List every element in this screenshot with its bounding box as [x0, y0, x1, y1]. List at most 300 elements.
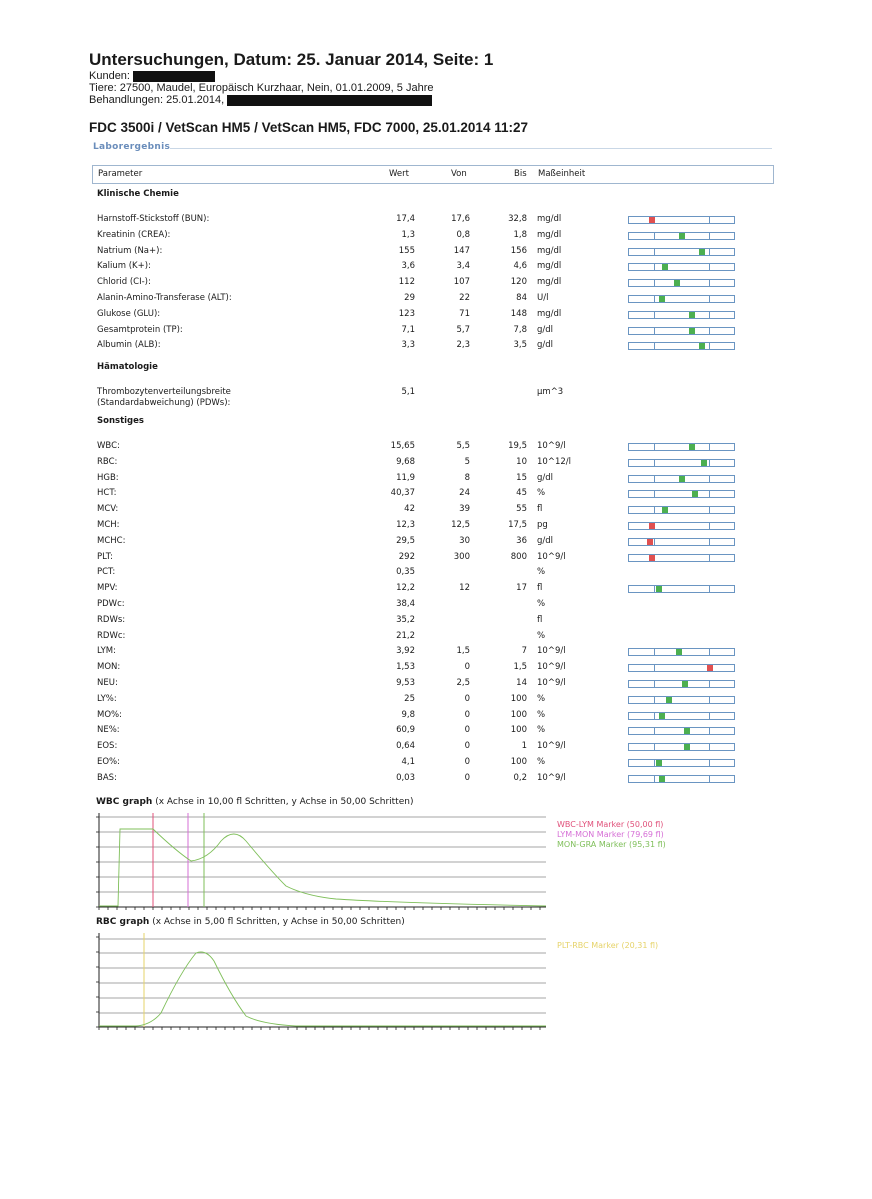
unit: mg/dl	[537, 245, 562, 256]
range-bar-divider	[654, 249, 655, 255]
value-marker	[707, 665, 713, 671]
range-von: 5,7	[456, 324, 470, 335]
value-wert: 42	[404, 504, 415, 515]
range-bar-divider	[709, 233, 710, 239]
value-marker	[649, 523, 655, 529]
param-name: Harnstoff-Stickstoff (BUN):	[97, 214, 210, 224]
unit: mg/dl	[537, 229, 562, 240]
range-bar	[628, 506, 735, 514]
range-von: 8	[464, 472, 470, 483]
table-row	[0, 614, 872, 629]
unit: %	[537, 693, 546, 704]
range-von: 0	[464, 662, 470, 673]
range-bar	[628, 248, 735, 256]
value-wert: 1,3	[401, 229, 415, 240]
unit: 10^9/l	[537, 646, 566, 657]
range-bis: 0,2	[513, 772, 527, 783]
range-von: 71	[459, 308, 470, 319]
value-marker	[662, 264, 668, 270]
rbc-graph-title: RBC graph	[96, 917, 150, 927]
range-von: 24	[459, 488, 470, 499]
param-name: PCT:	[97, 567, 116, 578]
unit: 10^9/l	[537, 441, 566, 451]
legend-plt-rbc: PLT-RBC Marker (20,31 fl)	[557, 941, 659, 950]
rbc-graph-legend	[557, 941, 658, 951]
range-bar-divider	[654, 280, 655, 286]
param-name: Natrium (Na+):	[97, 245, 163, 256]
range-bar-divider	[654, 776, 655, 782]
table-row	[0, 339, 872, 354]
range-bar-divider	[654, 539, 655, 545]
param-name: NE%:	[97, 725, 120, 736]
table-row	[0, 440, 872, 455]
table-row	[0, 740, 872, 755]
param-name: RBC:	[97, 456, 118, 467]
param-name: Alanin-Amino-Transferase (ALT):	[97, 293, 232, 303]
value-wert: 3,6	[401, 261, 415, 272]
value-wert: 123	[398, 308, 415, 319]
value-marker	[649, 217, 655, 223]
range-bar	[628, 327, 735, 335]
value-wert: 3,92	[396, 646, 415, 657]
range-bar	[628, 311, 735, 319]
table-row	[0, 535, 872, 550]
range-bar-divider	[654, 744, 655, 750]
value-wert: 29,5	[396, 535, 415, 546]
range-bar-divider	[709, 328, 710, 334]
col-von: Von	[451, 169, 467, 179]
unit: %	[537, 488, 546, 499]
unit: mg/dl	[537, 277, 562, 288]
value-marker	[656, 586, 662, 592]
range-bar	[628, 522, 735, 530]
range-bar-divider	[709, 444, 710, 450]
value-marker	[647, 539, 653, 545]
legend-wbc-lym: WBC-LYM Marker (50,00 fl)	[557, 820, 664, 829]
value-marker	[689, 444, 695, 450]
range-von: 2,5	[456, 678, 470, 688]
wbc-graph-heading	[96, 797, 413, 807]
unit: fl	[537, 504, 543, 515]
range-bar	[628, 648, 735, 656]
param-name: WBC:	[97, 441, 120, 451]
value-marker	[656, 760, 662, 766]
value-wert: 25	[404, 693, 415, 704]
range-bar-divider	[709, 713, 710, 719]
range-bis: 100	[510, 709, 527, 720]
range-bis: 3,5	[513, 340, 527, 351]
range-bar-divider	[654, 444, 655, 450]
value-marker	[689, 312, 695, 318]
param-name: MCHC:	[97, 535, 126, 546]
range-bar-divider	[654, 491, 655, 497]
value-marker	[649, 555, 655, 561]
param-name: EO%:	[97, 757, 121, 767]
unit: %	[537, 567, 546, 578]
table-row	[0, 693, 872, 708]
range-von: 2,3	[456, 340, 470, 351]
range-von: 147	[453, 245, 470, 256]
table-row	[0, 245, 872, 260]
wbc-graph	[96, 811, 546, 911]
table-row	[0, 276, 872, 291]
range-bar-divider	[709, 728, 710, 734]
value-marker	[689, 328, 695, 334]
treatments-line	[89, 94, 789, 106]
param-name: MCH:	[97, 520, 120, 530]
table-row	[0, 756, 872, 771]
section-title: Klinische Chemie	[97, 189, 179, 199]
table-row	[0, 229, 872, 244]
value-marker	[699, 249, 705, 255]
range-bar	[628, 585, 735, 593]
redaction-bar	[133, 71, 215, 82]
range-von: 0	[464, 741, 470, 752]
table-row	[0, 308, 872, 323]
param-name: MPV:	[97, 583, 118, 594]
report-title: Untersuchungen, Datum: 25. Januar 2014, Seite: 1	[89, 50, 494, 69]
unit: pg	[537, 520, 548, 530]
range-bar-divider	[709, 744, 710, 750]
range-von: 3,4	[456, 261, 470, 272]
range-bar-divider	[709, 649, 710, 655]
unit: 10^9/l	[537, 678, 566, 688]
treatments-label: Behandlungen: 25.01.2014,	[89, 94, 225, 106]
table-row	[0, 630, 872, 645]
range-von: 0	[464, 709, 470, 720]
value-wert: 12,3	[396, 520, 415, 530]
param-name: NEU:	[97, 678, 118, 688]
range-bar-divider	[654, 728, 655, 734]
param-name: Albumin (ALB):	[97, 340, 161, 351]
range-bar	[628, 279, 735, 287]
value-wert: 5,1	[401, 387, 415, 397]
table-row	[0, 661, 872, 676]
range-von: 17,6	[451, 214, 470, 224]
value-marker	[659, 713, 665, 719]
table-row	[0, 456, 872, 471]
value-wert: 7,1	[401, 324, 415, 335]
param-name: RDWc:	[97, 630, 126, 641]
range-bar-divider	[654, 697, 655, 703]
value-wert: 60,9	[396, 725, 415, 736]
range-von: 0	[464, 725, 470, 736]
param-name: MON:	[97, 662, 121, 673]
unit: %	[537, 709, 546, 720]
table-row	[0, 292, 872, 307]
range-bar-divider	[654, 296, 655, 302]
unit: 10^12/l	[537, 456, 571, 467]
value-wert: 0,64	[396, 741, 415, 752]
range-von: 30	[459, 535, 470, 546]
value-marker	[679, 233, 685, 239]
unit: g/dl	[537, 340, 554, 351]
rbc-histogram-curve	[99, 952, 546, 1026]
range-bar-divider	[709, 476, 710, 482]
value-marker	[701, 460, 707, 466]
param-name: BAS:	[97, 772, 117, 783]
range-bar-divider	[709, 460, 710, 466]
range-bar-divider	[709, 507, 710, 513]
unit: µm^3	[537, 387, 564, 397]
value-wert: 292	[398, 551, 415, 562]
value-marker	[662, 507, 668, 513]
range-bis: 4,6	[513, 261, 527, 272]
range-bar	[628, 490, 735, 498]
table-row	[0, 645, 872, 660]
range-bar	[628, 232, 735, 240]
range-von: 5	[464, 456, 470, 467]
range-bar-divider	[654, 328, 655, 334]
rbc-graph-heading	[96, 917, 405, 927]
param-name: Kreatinin (CREA):	[97, 229, 171, 240]
range-bis: 15	[516, 472, 527, 483]
param-name: PLT:	[97, 551, 113, 562]
range-bis: 84	[516, 293, 527, 303]
param-name: EOS:	[97, 741, 118, 752]
range-bar-divider	[654, 343, 655, 349]
value-wert: 155	[398, 245, 415, 256]
range-bar-divider	[709, 280, 710, 286]
range-bar-divider	[654, 681, 655, 687]
range-von: 300	[453, 551, 470, 562]
table-row	[0, 582, 872, 597]
value-marker	[684, 728, 690, 734]
table-row	[0, 566, 872, 581]
param-name: HGB:	[97, 472, 119, 483]
legend-mon-gra: MON-GRA Marker (95,31 fl)	[557, 840, 666, 849]
range-bar	[628, 342, 735, 350]
range-bar	[628, 538, 735, 546]
range-bar-divider	[709, 776, 710, 782]
value-wert: 15,65	[390, 441, 415, 451]
value-marker	[699, 343, 705, 349]
range-von: 12,5	[451, 520, 470, 530]
table-header	[92, 165, 774, 184]
range-bis: 14	[516, 678, 527, 688]
range-bar-divider	[654, 713, 655, 719]
redaction-bar	[227, 95, 432, 106]
range-bar	[628, 727, 735, 735]
range-bis: 17,5	[508, 520, 527, 530]
section-title: Sonstiges	[97, 416, 144, 426]
col-parameter: Parameter	[98, 169, 143, 179]
range-bar-divider	[709, 586, 710, 592]
table-row	[0, 709, 872, 724]
param-name: LYM:	[97, 646, 116, 657]
range-bis: 7,8	[513, 324, 527, 335]
unit: g/dl	[537, 324, 554, 335]
range-von: 22	[459, 293, 470, 303]
col-unit: Maßeinheit	[538, 169, 586, 179]
report-header	[89, 50, 789, 106]
range-bis: 10	[516, 456, 527, 467]
range-bar	[628, 664, 735, 672]
range-bis: 45	[516, 488, 527, 499]
table-row	[0, 487, 872, 502]
range-bar-divider	[654, 586, 655, 592]
range-bar-divider	[709, 343, 710, 349]
table-row	[0, 386, 872, 408]
range-bar-divider	[709, 296, 710, 302]
table-row	[0, 324, 872, 339]
device-title: FDC 3500i / VetScan HM5 / VetScan HM5, FDC 7000, 25.01.2014 11:27	[89, 120, 528, 135]
range-bar	[628, 554, 735, 562]
wbc-graph-title: WBC graph	[96, 797, 153, 807]
unit: g/dl	[537, 535, 554, 546]
range-bar-divider	[709, 760, 710, 766]
table-row	[0, 677, 872, 692]
range-bar-divider	[654, 460, 655, 466]
param-name: PDWc:	[97, 599, 125, 609]
unit: 10^9/l	[537, 741, 566, 752]
value-wert: 0,03	[396, 772, 415, 783]
value-wert: 11,9	[396, 472, 415, 483]
range-bis: 120	[510, 277, 527, 288]
range-bar	[628, 443, 735, 451]
value-marker	[676, 649, 682, 655]
unit: mg/dl	[537, 261, 562, 272]
range-von: 107	[453, 277, 470, 288]
customer-label: Kunden:	[89, 70, 130, 82]
param-name: Gesamtprotein (TP):	[97, 324, 183, 335]
range-bis: 17	[516, 583, 527, 594]
range-bar-divider	[709, 491, 710, 497]
range-bar-divider	[709, 264, 710, 270]
value-wert: 4,1	[401, 757, 415, 767]
unit: U/l	[537, 293, 549, 303]
param-name: MCV:	[97, 504, 119, 515]
range-bar-divider	[709, 217, 710, 223]
range-bis: 55	[516, 504, 527, 515]
range-bis: 148	[510, 308, 527, 319]
rbc-graph-subtitle: (x Achse in 5,00 fl Schritten, y Achse in 50,00 Schritten)	[152, 917, 405, 927]
range-bar-divider	[709, 681, 710, 687]
range-bar	[628, 712, 735, 720]
range-bar-divider	[654, 476, 655, 482]
value-wert: 29	[404, 293, 415, 303]
range-bis: 800	[510, 551, 527, 562]
table-row	[0, 472, 872, 487]
value-marker	[682, 681, 688, 687]
value-wert: 21,2	[396, 630, 415, 641]
value-marker	[679, 476, 685, 482]
value-wert: 0,35	[396, 567, 415, 578]
range-bar	[628, 696, 735, 704]
value-marker	[666, 697, 672, 703]
rbc-graph	[96, 931, 546, 1031]
range-bis: 156	[510, 245, 527, 256]
param-name: MO%:	[97, 709, 122, 720]
range-von: 0	[464, 693, 470, 704]
range-bar-divider	[709, 555, 710, 561]
table-row	[0, 772, 872, 787]
unit: %	[537, 725, 546, 736]
value-marker	[692, 491, 698, 497]
range-bar	[628, 759, 735, 767]
value-marker	[684, 744, 690, 750]
range-bis: 1	[521, 741, 527, 752]
param-name: LY%:	[97, 693, 117, 704]
value-wert: 9,68	[396, 456, 415, 467]
unit: fl	[537, 614, 543, 625]
section-title: Hämatologie	[97, 362, 158, 372]
range-bar-divider	[654, 665, 655, 671]
param-name: Kalium (K+):	[97, 261, 151, 272]
value-wert: 3,3	[401, 340, 415, 351]
wbc-histogram-curve	[99, 829, 546, 906]
range-bar-divider	[709, 697, 710, 703]
value-marker	[674, 280, 680, 286]
range-bar	[628, 743, 735, 751]
divider	[170, 148, 772, 149]
unit: %	[537, 630, 546, 641]
table-row	[0, 551, 872, 566]
section-label: Laborergebnis	[93, 142, 171, 152]
value-wert: 35,2	[396, 614, 415, 625]
wbc-graph-legend	[557, 820, 666, 850]
range-bar-divider	[709, 523, 710, 529]
unit: mg/dl	[537, 214, 562, 224]
range-von: 5,5	[456, 441, 470, 451]
range-bar	[628, 775, 735, 783]
wbc-graph-subtitle: (x Achse in 10,00 fl Schritten, y Achse in 50,00 Schritten)	[155, 797, 414, 807]
range-bis: 19,5	[508, 441, 527, 451]
value-marker	[659, 776, 665, 782]
param-name: Chlorid (CI-):	[97, 277, 151, 288]
range-bis: 100	[510, 725, 527, 736]
unit: 10^9/l	[537, 662, 566, 673]
unit: %	[537, 757, 546, 767]
param-name: HCT:	[97, 488, 117, 499]
range-bis: 32,8	[508, 214, 527, 224]
range-bis: 7	[521, 646, 527, 657]
value-wert: 1,53	[396, 662, 415, 673]
animals-line: Tiere: 27500, Maudel, Europäisch Kurzhaar, Nein, 01.01.2009, 5 Jahre	[89, 82, 434, 94]
range-bar-divider	[654, 233, 655, 239]
table-row	[0, 260, 872, 275]
range-bar-divider	[654, 649, 655, 655]
range-von: 0	[464, 772, 470, 783]
range-bar	[628, 263, 735, 271]
value-wert: 112	[398, 277, 415, 288]
col-bis: Bis	[514, 169, 527, 179]
unit: fl	[537, 583, 543, 594]
table-row	[0, 503, 872, 518]
range-bis: 1,5	[513, 662, 527, 673]
range-bar	[628, 475, 735, 483]
unit: 10^9/l	[537, 772, 566, 783]
range-bar-divider	[709, 539, 710, 545]
range-von: 1,5	[456, 646, 470, 657]
range-bis: 100	[510, 693, 527, 704]
unit: mg/dl	[537, 308, 562, 319]
range-bis: 100	[510, 757, 527, 767]
value-wert: 9,53	[396, 678, 415, 688]
range-bar	[628, 459, 735, 467]
range-bis: 36	[516, 535, 527, 546]
range-bar	[628, 216, 735, 224]
col-wert: Wert	[389, 169, 409, 179]
value-wert: 40,37	[390, 488, 415, 499]
range-von: 12	[459, 583, 470, 594]
unit: %	[537, 599, 546, 609]
value-wert: 9,8	[401, 709, 415, 720]
unit: g/dl	[537, 472, 554, 483]
legend-lym-mon: LYM-MON Marker (79,69 fl)	[557, 830, 664, 839]
table-row	[0, 598, 872, 613]
value-wert: 17,4	[396, 214, 415, 224]
